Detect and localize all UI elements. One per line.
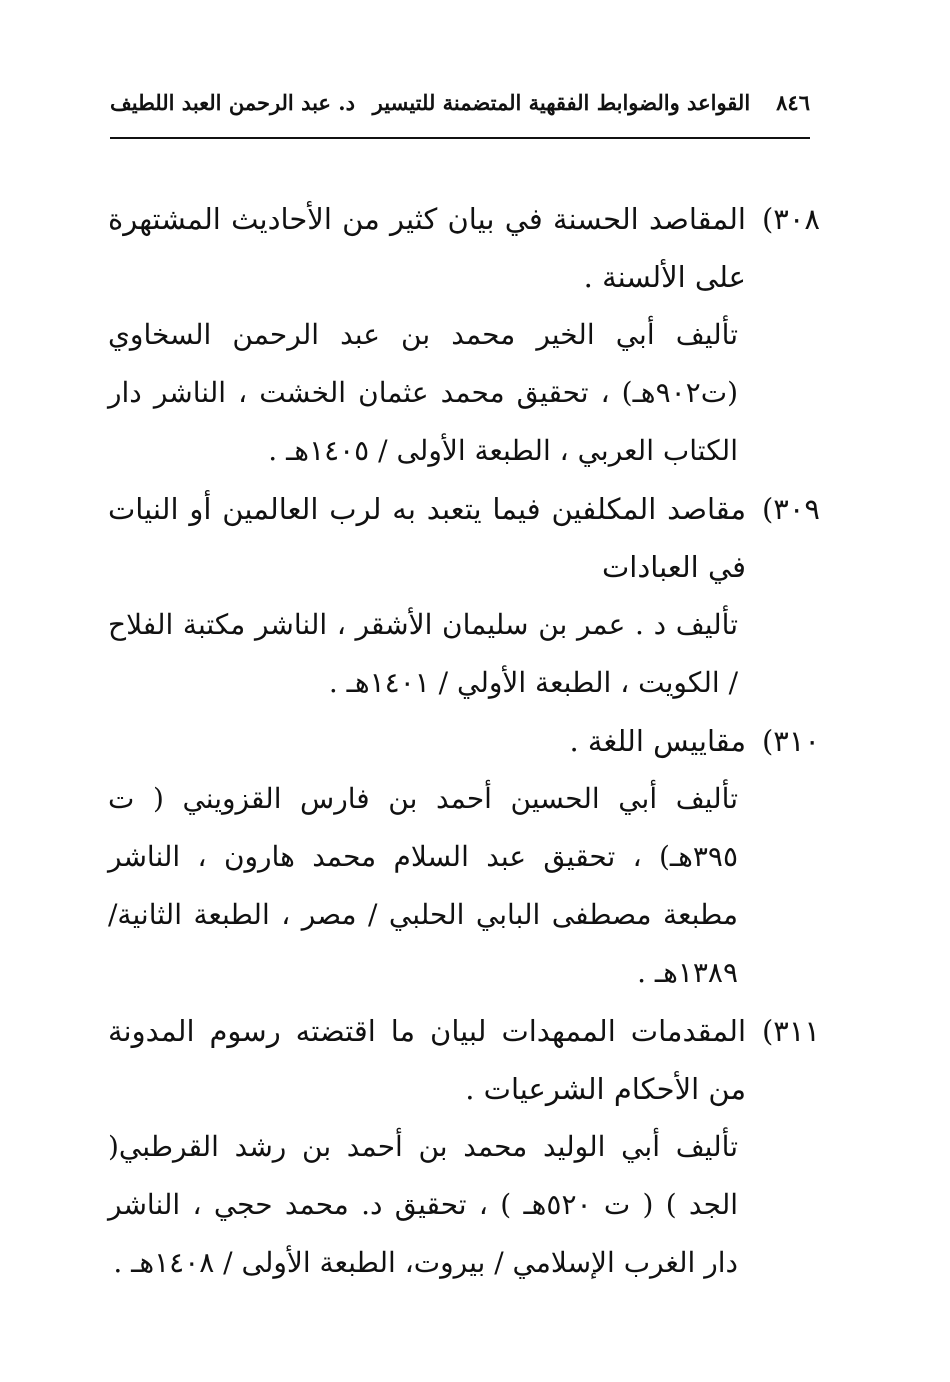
bibliography-entry-311 — [108, 1002, 820, 1292]
entry-title: مقاييس اللغة . — [569, 724, 746, 758]
entry-title-line — [108, 480, 820, 596]
entry-details: تأليف أبي الخير محمد بن عبد الرحمن السخاوي (ت٩٠٢هـ) ، تحقيق محمد عثمان الخشت ، الناشر دار الكتاب العربي ، الطبعة الأولى / ١٤٠٥هـ . — [108, 318, 738, 467]
author-name: د. عبد الرحمن العبد اللطيف — [110, 89, 355, 115]
entry-number: ٣٠٨) — [761, 202, 820, 236]
bibliography-list — [108, 190, 820, 1292]
header-rule — [110, 137, 810, 139]
page-header — [110, 84, 810, 120]
header-right — [373, 90, 810, 115]
entry-title-line — [108, 190, 820, 306]
entry-details: تأليف أبي الحسين أحمد بن فارس القزويني ( ت ٣٩٥هـ) ، تحقيق عبد السلام محمد هارون ، الناشر مطبعة مصطفى البابي الحلبي / مصر ، الطبعة الثانية/ ١٣٨٩هـ . — [108, 782, 738, 989]
page-number: ٨٤٦ — [776, 89, 810, 115]
entry-title-line — [108, 1002, 820, 1118]
entry-details: تأليف أبي الوليد محمد بن أحمد بن رشد القرطبي( الجد ) ( ت ٥٢٠هـ ) ، تحقيق د. محمد حجي ، الناشر دار الغرب الإسلامي / بيروت، الطبعة الأولى / ١٤٠٨هـ . — [108, 1130, 738, 1279]
book-title: القواعد والضوابط الفقهية المتضمنة للتيسير — [372, 89, 751, 115]
entry-title: المقاصد الحسنة في بيان كثير من الأحاديث المشتهرة على الألسنة . — [108, 202, 746, 294]
entry-number: ٣٠٩) — [761, 492, 820, 526]
bibliography-entry-310 — [108, 712, 820, 1002]
bibliography-entry-308 — [108, 190, 820, 480]
entry-title-line — [108, 712, 820, 770]
bibliography-entry-309 — [108, 480, 820, 712]
entry-details: تأليف د . عمر بن سليمان الأشقر ، الناشر مكتبة الفلاح / الكويت ، الطبعة الأولي / ١٤٠١هـ . — [108, 608, 738, 699]
entry-number: ٣١٠) — [761, 724, 820, 758]
entry-number: ٣١١) — [761, 1014, 820, 1048]
entry-title: المقدمات الممهدات لبيان ما اقتضته رسوم المدونة من الأحكام الشرعيات . — [108, 1014, 746, 1106]
entry-title: مقاصد المكلفين فيما يتعبد به لرب العالمين أو النيات في العبادات — [108, 492, 746, 584]
